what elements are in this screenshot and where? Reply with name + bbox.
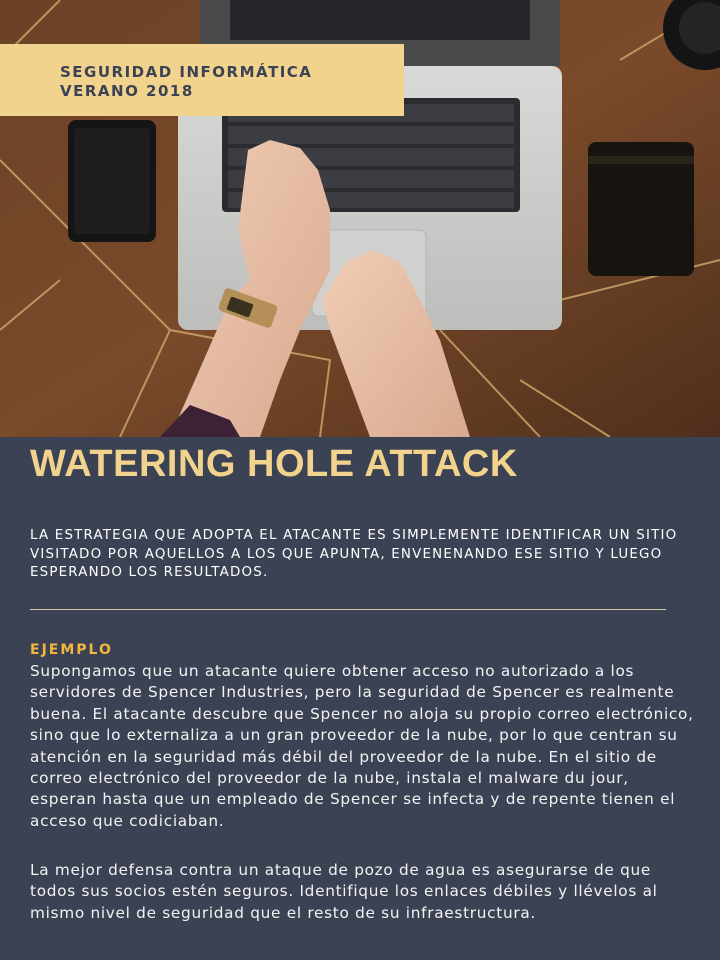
- badge-course-name: SEGURIDAD INFORMÁTICA: [60, 63, 313, 81]
- badge-season: VERANO 2018: [60, 82, 194, 100]
- example-paragraph: Supongamos que un atacante quiere obtener acceso no autorizado a los servidores de Spencer Industries, pero la seguridad de Spencer es realmente buena. El atacante descubre que Spencer no aloja su propio correo electrónico, sino que lo externaliza a un gran proveedor de la nube, por lo que centran su atención en la seguridad más débil del proveedor de la nube. En el sitio de correo electrónico del proveedor de la nube, instala el malware du jour, esperan hasta que un empleado de Spencer se infecta y de repente tienen el acceso que codiciaban.: [30, 662, 694, 830]
- page-title: WATERING HOLE ATTACK: [30, 443, 518, 485]
- course-badge: [0, 44, 404, 116]
- section-divider: [30, 609, 666, 610]
- intro-paragraph: LA ESTRATEGIA QUE ADOPTA EL ATACANTE ES SIMPLEMENTE IDENTIFICAR UN SITIO VISITADO POR AQUELLOS A LOS QUE APUNTA, ENVENENANDO ESE SITIO Y LUEGO ESPERANDO LOS RESULTADOS.: [30, 528, 678, 580]
- content-panel: [0, 437, 720, 960]
- example-heading: EJEMPLO: [30, 642, 113, 658]
- defense-paragraph: La mejor defensa contra un ataque de pozo de agua es asegurarse de que todos sus socios estén seguros. Identifique los enlaces débiles y llévelos al mismo nivel de seguridad que el resto de su infraestructura.: [30, 861, 658, 922]
